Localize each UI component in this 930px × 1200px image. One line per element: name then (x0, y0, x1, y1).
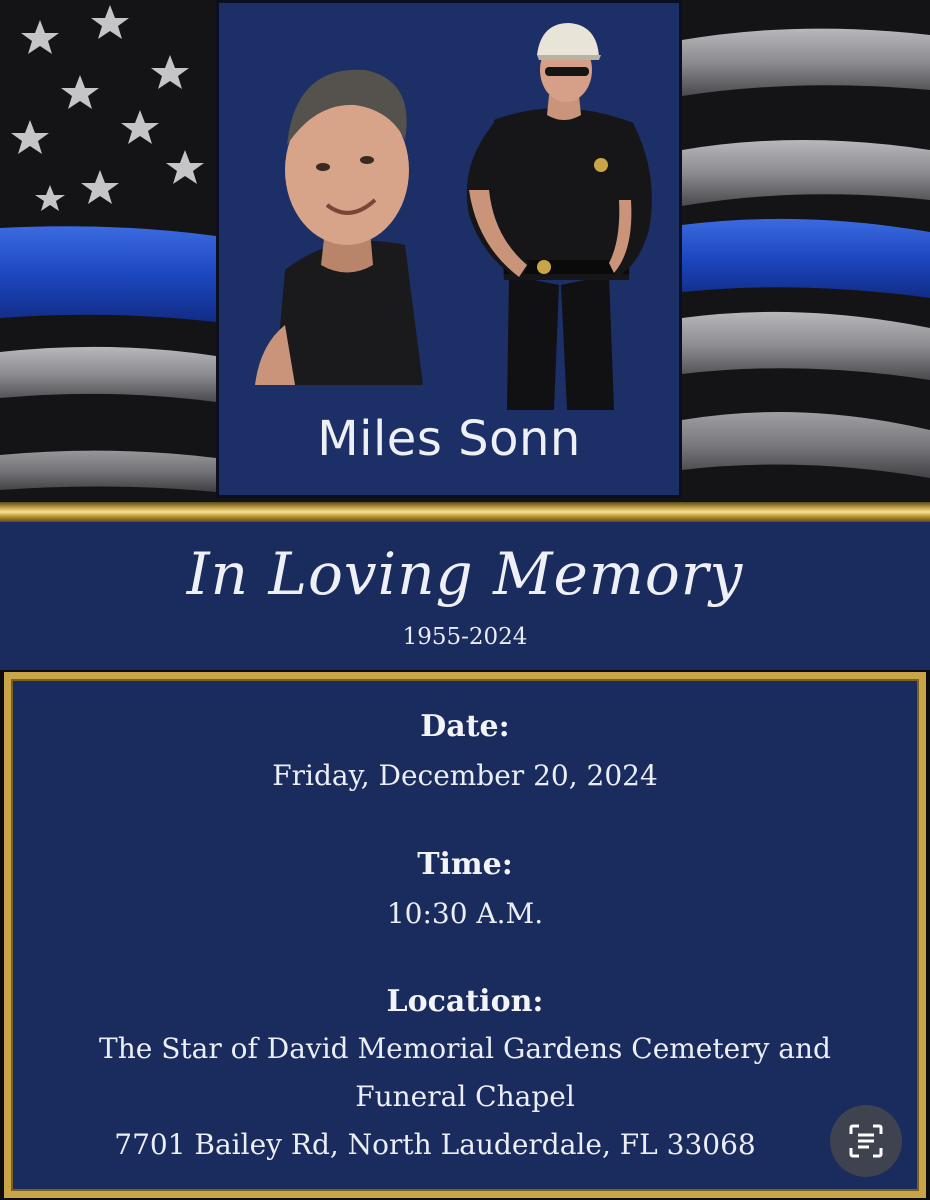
text-scan-button[interactable] (830, 1105, 902, 1177)
location-line-3: 7701 Bailey Rd, North Lauderdale, FL 33068 (114, 1128, 756, 1161)
date-label: Date: (420, 709, 510, 744)
text-scan-icon (847, 1122, 885, 1160)
memory-band (0, 522, 930, 670)
portrait-photo-right (449, 15, 669, 415)
location-line-1: The Star of David Memorial Gardens Cemetery and (99, 1032, 831, 1065)
time-label: Time: (417, 847, 513, 882)
photo-panel (216, 0, 682, 498)
location-line-2: Funeral Chapel (355, 1080, 575, 1113)
service-details-box (4, 672, 926, 1198)
date-value: Friday, December 20, 2024 (272, 759, 658, 792)
portrait-photo-left (255, 55, 425, 385)
deceased-name: Miles Sonn (317, 411, 581, 467)
gold-divider-bar (0, 502, 930, 522)
in-loving-memory-heading: In Loving Memory (186, 540, 744, 608)
location-label: Location: (386, 984, 544, 1019)
life-years: 1955-2024 (402, 624, 528, 650)
time-value: 10:30 A.M. (386, 897, 544, 930)
